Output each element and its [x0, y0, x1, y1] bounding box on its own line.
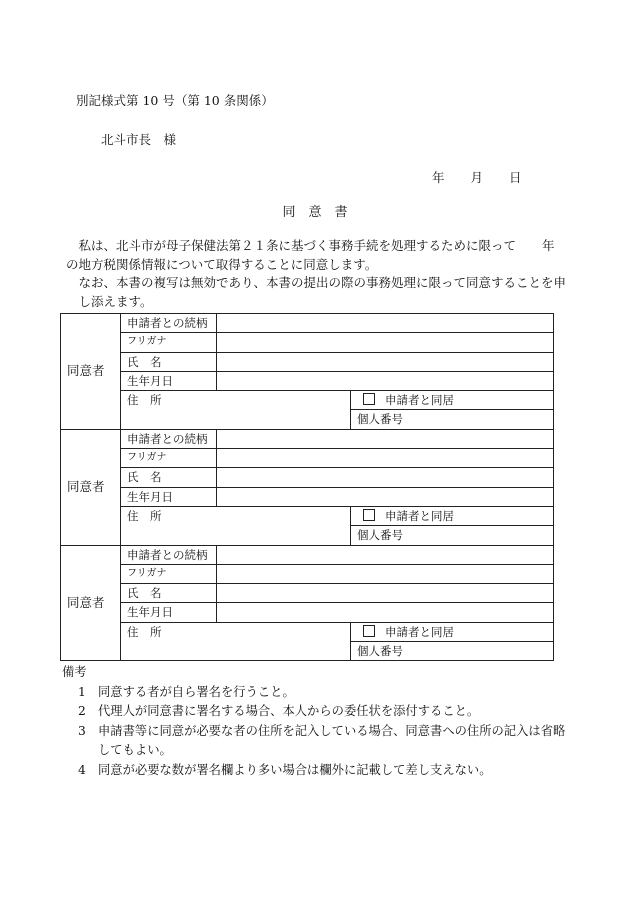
cohabit-checkbox[interactable]: [363, 625, 375, 637]
personal-number-field[interactable]: [351, 642, 554, 661]
date-year-label: 年: [432, 170, 445, 185]
name-label: 氏 名: [121, 468, 217, 487]
name-label: 氏 名: [121, 352, 217, 371]
note-item: [62, 722, 572, 761]
furigana-label: フリガナ: [121, 449, 217, 468]
note-number: 1: [78, 684, 86, 699]
signer-name-row: [61, 468, 554, 487]
cohabit-option[interactable]: [351, 506, 554, 525]
signer-party-label: 同意者: [61, 429, 121, 545]
signer-address-row: [61, 506, 554, 525]
furigana-field[interactable]: [217, 449, 554, 468]
document-title: 同 意 書: [282, 205, 348, 220]
cohabit-label: 申請者と同居: [385, 508, 454, 523]
name-field[interactable]: [217, 584, 554, 603]
form-number: 別記様式第 10 号（第 10 条関係）: [76, 93, 274, 108]
signer-furigana-row: [61, 333, 554, 352]
signer-birthdate-row: [61, 487, 554, 506]
birthdate-field[interactable]: [217, 487, 554, 506]
note-text: 申請書等に同意が必要な者の住所を記入している場合、同意書への住所の記入は省略してもよい。: [98, 723, 566, 757]
note-text: 同意する者が自ら署名を行うこと。: [98, 684, 295, 699]
signer-address-row: [61, 622, 554, 641]
cohabit-option[interactable]: [351, 391, 554, 410]
consent-para-1-line-2: の地方税関係情報について取得することに同意します。: [66, 256, 378, 272]
personal-number-field[interactable]: [351, 526, 554, 545]
signer-name-row: [61, 352, 554, 371]
consent-para-2: なお、本書の複写は無効であり、本書の提出の際の事務処理に限って同意することを申し添えます。: [78, 275, 567, 309]
note-number: 2: [78, 704, 86, 718]
relationship-label: 申請者との続柄: [121, 429, 217, 448]
date-day-label: 日: [509, 170, 522, 185]
date-line: [432, 170, 522, 186]
personal-number-label: 個人番号: [357, 528, 403, 543]
furigana-field[interactable]: [217, 333, 554, 352]
address-field[interactable]: [121, 622, 351, 661]
birthdate-field[interactable]: [217, 603, 554, 622]
personal-number-field[interactable]: [351, 410, 554, 429]
signer-birthdate-row: [61, 603, 554, 622]
cohabit-checkbox[interactable]: [363, 509, 375, 521]
relationship-label: 申請者との続柄: [121, 314, 217, 333]
cohabit-option[interactable]: [351, 622, 554, 641]
address-field[interactable]: [121, 506, 351, 545]
signer-party-label: 同意者: [61, 314, 121, 430]
consent-para-1-line-1: 私は、北斗市が母子保健法第２１条に基づく事務手続を処理するために限って 年: [78, 238, 555, 253]
cohabit-label: 申請者と同居: [385, 393, 454, 408]
signer-furigana-row: [61, 449, 554, 468]
note-text: 同意が必要な数が署名欄より多い場合は欄外に記載して差し支えない。: [98, 762, 492, 777]
cohabit-label: 申請者と同居: [385, 624, 454, 639]
signer-party-label: 同意者: [61, 545, 121, 661]
signer-relationship-row: [61, 314, 554, 333]
consent-year-label: 年: [542, 238, 555, 253]
signer-address-row: [61, 391, 554, 410]
name-field[interactable]: [217, 352, 554, 371]
birthdate-label: 生年月日: [121, 487, 217, 506]
cohabit-checkbox[interactable]: [363, 393, 375, 405]
personal-number-label: 個人番号: [357, 412, 403, 427]
birthdate-field[interactable]: [217, 371, 554, 390]
birthdate-label: 生年月日: [121, 371, 217, 390]
signer-relationship-row: [61, 545, 554, 564]
relationship-field[interactable]: [217, 545, 554, 564]
signer-relationship-row: [61, 429, 554, 448]
notes-heading: 備考: [62, 665, 87, 679]
signer-birthdate-row: [61, 371, 554, 390]
name-label: 氏 名: [121, 584, 217, 603]
name-field[interactable]: [217, 468, 554, 487]
personal-number-label: 個人番号: [357, 644, 403, 659]
note-text: 代理人が同意書に署名する場合、本人からの委任状を添付すること。: [98, 704, 480, 718]
signer-name-row: [61, 584, 554, 603]
note-item: [62, 761, 572, 781]
consent-signature-table: [60, 313, 554, 661]
relationship-field[interactable]: [217, 429, 554, 448]
address-field[interactable]: [121, 391, 351, 430]
furigana-field[interactable]: [217, 564, 554, 583]
furigana-label: フリガナ: [121, 564, 217, 583]
date-month-label: 月: [470, 170, 484, 185]
note-number: 3: [78, 723, 86, 738]
note-number: 4: [78, 762, 86, 777]
notes-section: [62, 663, 572, 780]
signer-furigana-row: [61, 564, 554, 583]
addressee: 北斗市長 様: [101, 132, 177, 147]
relationship-label: 申請者との続柄: [121, 545, 217, 564]
birthdate-label: 生年月日: [121, 603, 217, 622]
note-item: [62, 702, 572, 722]
consent-statement: [66, 237, 566, 311]
address-label: 住 所: [127, 508, 162, 523]
address-label: 住 所: [127, 393, 162, 408]
relationship-field[interactable]: [217, 314, 554, 333]
address-label: 住 所: [127, 624, 162, 639]
furigana-label: フリガナ: [121, 333, 217, 352]
note-item: [62, 683, 572, 703]
